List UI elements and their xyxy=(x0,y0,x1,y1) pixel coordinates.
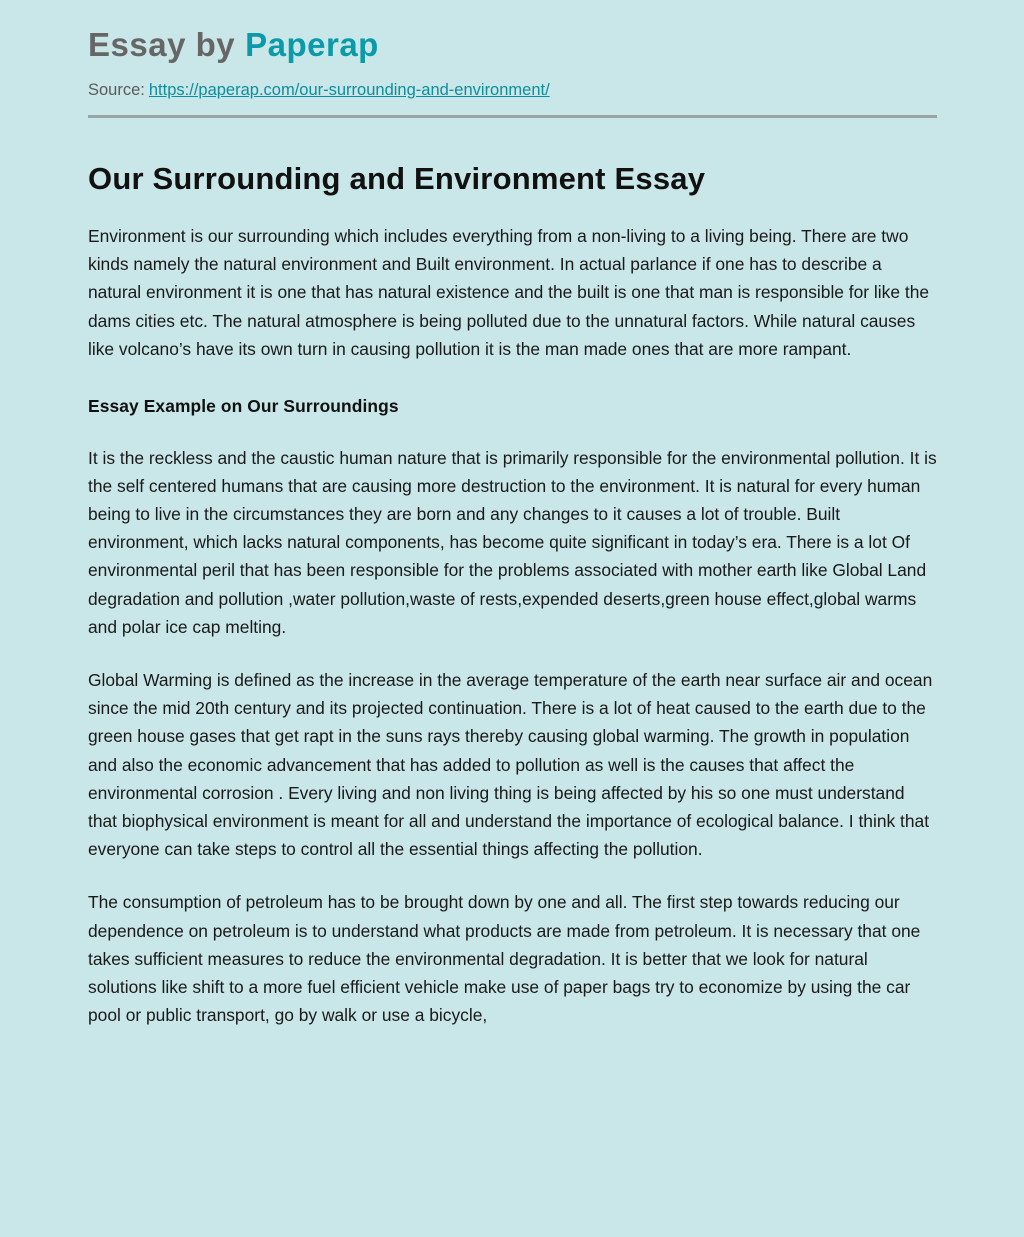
source-line xyxy=(88,81,936,101)
section-subheading: Essay Example on Our Surroundings xyxy=(88,395,399,416)
page-title: Our Surrounding and Environment Essay xyxy=(88,160,706,196)
brand-prefix: Essay by xyxy=(88,26,236,63)
masthead-divider xyxy=(88,115,937,118)
body-paragraph: Global Warming is defined as the increase in the average temperature of the earth near surface air and ocean since the mid 20th century and its projected continuation. There is a lot of heat caused to the earth due to the green house gases that get rapt in the suns rays thereby causing global warming. The growth in population and also the economic advancement that has added to pollution as well is the causes that affect the environmental corrosion . Every living and non living thing is being affected by his so one must understand that biophysical environment is meant for all and understand the importance of ecological balance. I think that everyone can take steps to control all the essential things affecting the pollution. xyxy=(88,669,933,860)
source-url-link[interactable]: https://paperap.com/our-surrounding-and-environment/ xyxy=(148,80,550,99)
article xyxy=(0,160,1024,1030)
brand-name: Paperap xyxy=(245,26,379,63)
masthead xyxy=(0,0,1024,118)
source-label: Source: xyxy=(88,80,145,99)
article-body xyxy=(88,222,938,1030)
body-paragraph: Environment is our surrounding which includes everything from a non-living to a living being. There are two kinds namely the natural environment and Built environment. In actual parlance if one has to describe a natural environment it is one that has natural existence and the built is one that man is responsible for like the dams cities etc. The natural atmosphere is being polluted due to the unnatural factors. While natural causes like volcano’s have its own turn in causing pollution it is the man made ones that are more rampant. xyxy=(88,225,930,359)
body-paragraph: It is the reckless and the caustic human nature that is primarily responsible for the environmental pollution. It is the self centered humans that are causing more destruction to the environment. It is natural for every human being to live in the circumstances they are born and any changes to it causes a lot of trouble. Built environment, which lacks natural components, has become quite significant in today’s era. There is a lot Of environmental peril that has been responsible for the problems associated with mother earth like Global Land degradation and pollution ,water pollution,waste of rests,expended deserts,green house effect,global warms and polar ice cap melting. xyxy=(88,447,937,637)
brand-title xyxy=(88,26,936,64)
body-paragraph: The consumption of petroleum has to be brought down by one and all. The first step towards reducing our dependence on petroleum is to understand what products are made from petroleum. It is necessary that one takes sufficient measures to reduce the environmental degradation. It is better that we look for natural solutions like shift to a more fuel efficient vehicle make use of paper bags try to economize by using the car pool or public transport, go by walk or use a bicycle, xyxy=(88,892,921,1026)
